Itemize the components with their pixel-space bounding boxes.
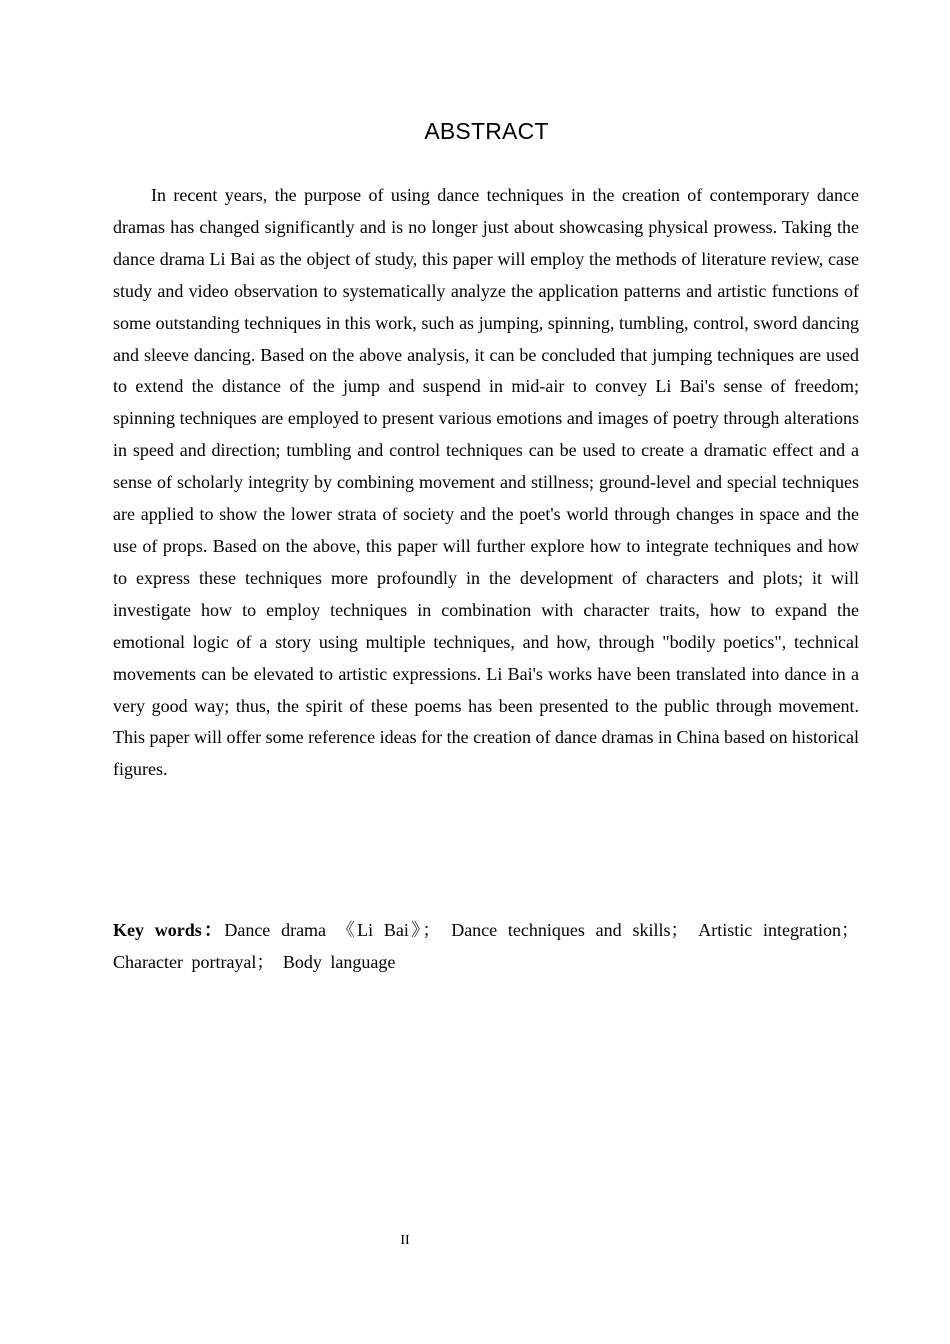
keywords-text: Dance drama 《Li Bai》； Dance techniques and skills； Artistic integration； Character portrayal； Body language [113,920,859,972]
keywords-paragraph [113,915,859,978]
keywords-label: Key words： [113,920,225,940]
abstract-body: In recent years, the purpose of using dance techniques in the creation of contemporary dance dramas has changed significantly and is no longer just about showcasing physical prowess. Taking the dance drama Li Bai as the object of study, this paper will employ the methods of literature review, case study and video observation to systematically analyze the application patterns and artistic functions of some outstanding techniques in this work, such as jumping, spinning, tumbling, control, sword dancing and sleeve dancing. Based on the above analysis, it can be concluded that jumping techniques are used to extend the distance of the jump and suspend in mid-air to convey Li Bai's sense of freedom; spinning techniques are employed to present various emotions and images of poetry through alterations in speed and direction; tumbling and control techniques can be used to create a dramatic effect and a sense of scholarly integrity by combining movement and stillness; ground-level and special techniques are applied to show the lower strata of society and the poet's world through changes in space and the use of props. Based on the above, this paper will further explore how to integrate techniques and how to express these techniques more profoundly in the development of characters and plots; it will investigate how to employ techniques in combination with character traits, how to expand the emotional logic of a story using multiple techniques, and how, through "bodily poetics", technical movements can be elevated to artistic expressions. Li Bai's works have been translated into dance in a very good way; thus, the spirit of these poems has been presented to the public through movement. This paper will offer some reference ideas for the creation of dance dramas in China based on historical figures. [113,185,859,780]
abstract-title: ABSTRACT [424,118,549,144]
page-number: II [400,1233,410,1248]
